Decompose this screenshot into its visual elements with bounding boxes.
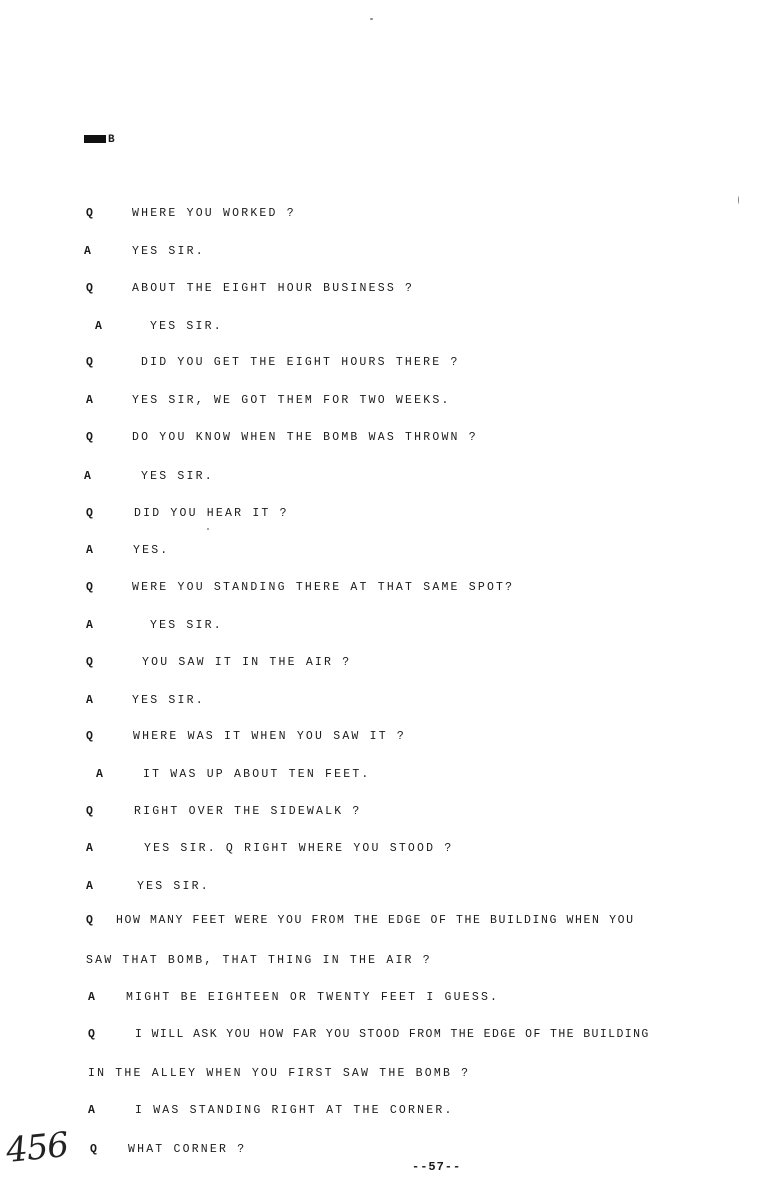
speaker-label: A [88,1104,98,1117]
speaker-label: Q [86,656,96,669]
speaker-label: A [96,768,106,781]
line-text: YES. [133,544,170,557]
scan-speck [370,18,373,20]
page-header: B [84,134,116,146]
speaker-label: Q [88,1028,98,1041]
speaker-label: A [88,991,98,1004]
speaker-label: A [86,619,96,632]
speaker-label: A [86,842,96,855]
line-text: I WILL ASK YOU HOW FAR YOU STOOD FROM THE EDGE OF THE BUILDING [135,1028,650,1041]
line-text: YES SIR. Q RIGHT WHERE YOU STOOD ? [144,842,454,855]
speaker-label: A [86,394,96,407]
speaker-label: A [95,320,105,333]
speaker-label: Q [86,730,96,743]
line-text: YES SIR, WE GOT THEM FOR TWO WEEKS. [132,394,451,407]
line-text: YES SIR. [150,619,223,632]
line-text: MIGHT BE EIGHTEEN OR TWENTY FEET I GUESS. [126,991,500,1004]
line-text: DO YOU KNOW WHEN THE BOMB WAS THROWN ? [132,431,478,444]
scan-speck [207,528,209,530]
line-text: I WAS STANDING RIGHT AT THE CORNER. [135,1104,454,1117]
speaker-label: Q [86,805,96,818]
scan-speck [738,196,739,204]
speaker-label: A [86,544,96,557]
speaker-label: Q [86,581,96,594]
line-text: DID YOU HEAR IT ? [134,507,289,520]
page-number: --57-- [412,1160,462,1174]
speaker-label: Q [86,282,96,295]
margin-note: 456 [4,1124,70,1172]
speaker-label: Q [90,1143,100,1156]
line-text: SAW THAT BOMB, THAT THING IN THE AIR ? [86,954,432,967]
line-text: WHERE YOU WORKED ? [132,207,296,220]
line-text: YES SIR. [132,694,205,707]
line-text: YES SIR. [141,470,214,483]
line-text: IN THE ALLEY WHEN YOU FIRST SAW THE BOMB ? [88,1067,471,1080]
line-text: RIGHT OVER THE SIDEWALK ? [134,805,362,818]
line-text: DID YOU GET THE EIGHT HOURS THERE ? [141,356,460,369]
line-text: YES SIR. [150,320,223,333]
speaker-label: Q [86,356,96,369]
line-text: YES SIR. [137,880,210,893]
speaker-label: Q [86,507,96,520]
speaker-label: Q [86,207,96,220]
line-text: YOU SAW IT IN THE AIR ? [142,656,352,669]
line-text: ABOUT THE EIGHT HOUR BUSINESS ? [132,282,415,295]
line-text: WERE YOU STANDING THERE AT THAT SAME SPOT? [132,581,515,594]
speaker-label: Q [86,431,96,444]
speaker-label: Q [86,914,96,927]
speaker-label: A [84,470,94,483]
line-text: IT WAS UP ABOUT TEN FEET. [143,768,371,781]
speaker-label: A [86,880,96,893]
line-text: WHAT CORNER ? [128,1143,247,1156]
speaker-label: A [86,694,96,707]
line-text: HOW MANY FEET WERE YOU FROM THE EDGE OF THE BUILDING WHEN YOU [116,914,635,927]
line-text: YES SIR. [132,245,205,258]
line-text: WHERE WAS IT WHEN YOU SAW IT ? [133,730,407,743]
speaker-label: A [84,245,94,258]
